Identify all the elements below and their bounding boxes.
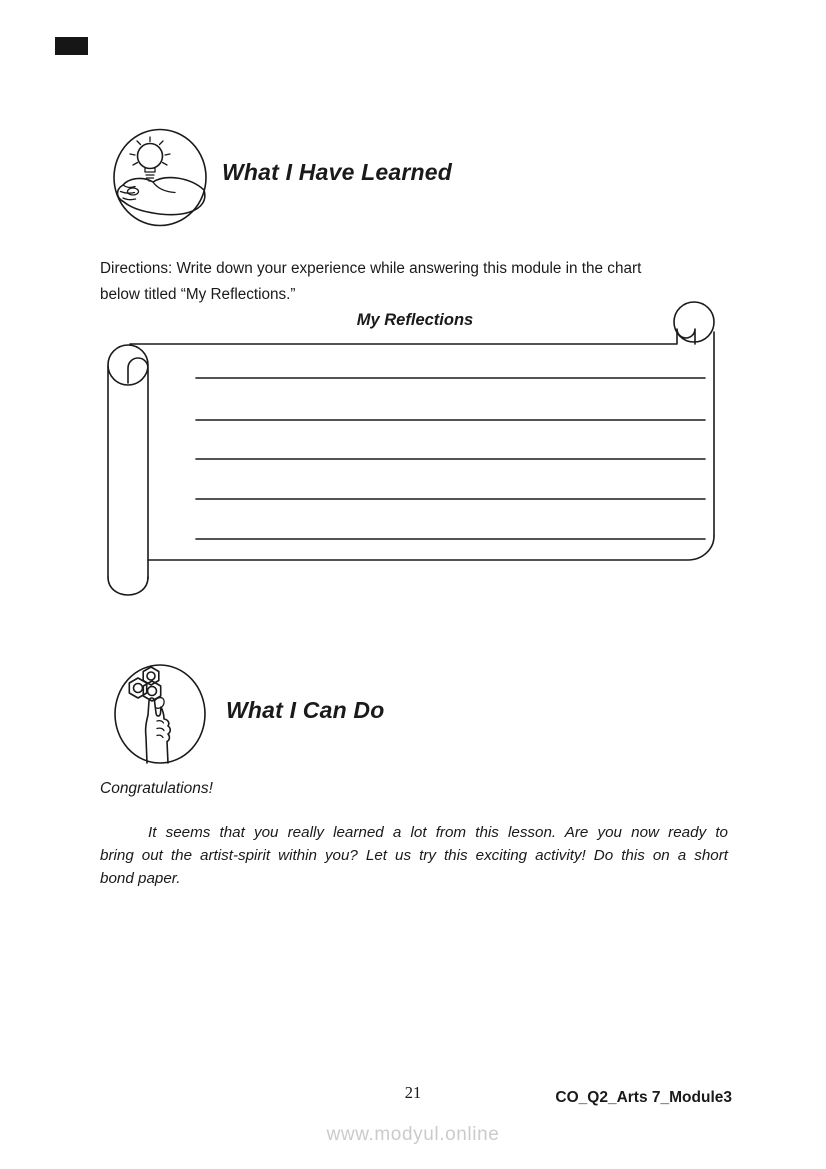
bulb-in-hand-icon bbox=[112, 128, 208, 227]
section-heading-what-i-have-learned: What I Have Learned bbox=[222, 159, 453, 185]
reflections-chart-title: My Reflections bbox=[356, 311, 474, 329]
reflections-scroll-graphic bbox=[100, 300, 730, 610]
bulb-glass bbox=[138, 144, 163, 169]
pointing-hand bbox=[146, 698, 171, 763]
site-watermark: www.modyul.online bbox=[326, 1124, 500, 1145]
hand-with-nuts-icon bbox=[113, 663, 207, 765]
scan-corner-mark bbox=[55, 37, 88, 55]
directions-line-1: Directions: Write down your experience while answering this module in the chart bbox=[100, 260, 642, 277]
section-heading-what-i-can-do: What I Can Do bbox=[226, 697, 385, 723]
activity-paragraph bbox=[100, 821, 728, 890]
directions-line-2: below titled “My Reflections.” bbox=[100, 286, 296, 303]
page-number: 21 bbox=[404, 1083, 422, 1102]
activity-paragraph-line-1: It seems that you really learned a lot from this lesson. Are you now ready to bbox=[148, 824, 728, 841]
open-hand bbox=[117, 178, 204, 215]
congratulations-text: Congratulations! bbox=[100, 780, 213, 797]
module-code: CO_Q2_Arts 7_Module3 bbox=[555, 1089, 732, 1106]
writing-lines bbox=[196, 378, 705, 539]
activity-paragraph-line-3: bond paper. bbox=[100, 870, 181, 887]
light-rays bbox=[130, 137, 170, 165]
activity-paragraph-line-2: bring out the artist-spirit within you? Let us try this exciting activity! Do this on a short bbox=[100, 847, 728, 864]
hex-nuts bbox=[129, 667, 160, 701]
